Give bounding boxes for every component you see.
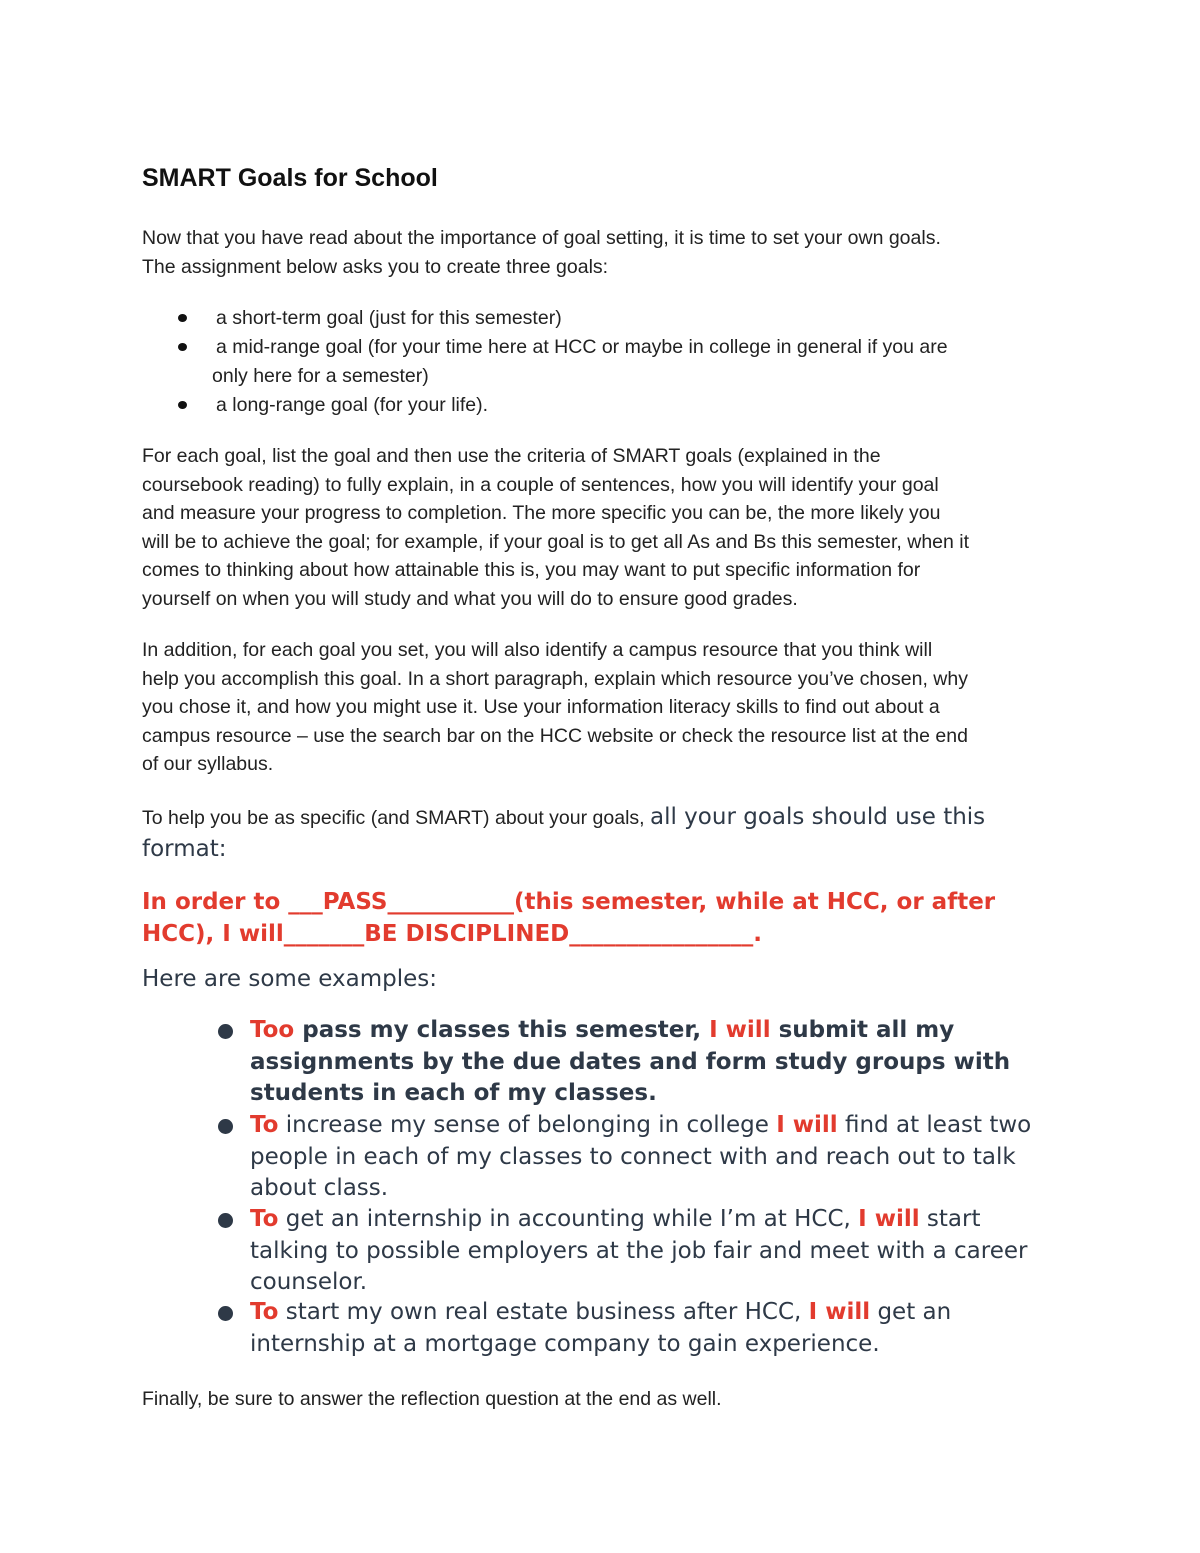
example-i-will: I will [709, 1017, 771, 1043]
format-plain-text: To help you be as specific (and SMART) about your goals, [142, 807, 650, 829]
example-lead: To [250, 1206, 279, 1232]
goal-format-template [142, 886, 1062, 950]
paragraph-line: For each goal, list the goal and then use the criteria of SMART goals (explained in the [142, 445, 881, 467]
bullet-icon [218, 1213, 233, 1228]
list-item: a mid-range goal (for your time here at HCC or maybe in college in general if you are [216, 336, 948, 358]
criteria-paragraph [142, 442, 1072, 613]
bullet-icon [178, 314, 187, 322]
example-line [250, 1204, 1070, 1236]
example-line [250, 1297, 1070, 1329]
example-text: find at least two [837, 1112, 1032, 1138]
template-line: HCC), I will_______BE DISCIPLINED________________. [142, 921, 762, 947]
paragraph-line: In addition, for each goal you set, you will also identify a campus resource that you think will [142, 639, 933, 661]
example-text: get an [870, 1299, 952, 1325]
example-item [250, 1110, 1070, 1205]
intro-line: Now that you have read about the importance of goal setting, it is time to set your own goals. [142, 227, 941, 249]
example-line [250, 1015, 1070, 1047]
bullet-icon [218, 1306, 233, 1321]
example-text: start my own real estate business after HCC, [278, 1299, 809, 1325]
example-item [250, 1015, 1070, 1110]
bullet-icon [178, 343, 187, 351]
paragraph-line: and measure your progress to completion. The more specific you can be, the more likely you [142, 502, 941, 524]
paragraph-line: help you accomplish this goal. In a short paragraph, explain which resource you’ve chosen, why [142, 667, 968, 690]
example-i-will: I will [808, 1299, 871, 1325]
example-line: counselor. [250, 1269, 368, 1295]
paragraph-line: Finally, be sure to answer the reflection question at the end as well. [142, 1388, 722, 1410]
paragraph-line: coursebook reading) to fully explain, in a couple of sentences, how you will identify your goal [142, 473, 939, 496]
closing-paragraph [142, 1385, 1072, 1414]
paragraph-line: you chose it, and how you might use it. Use your information literacy skills to find out about a [142, 696, 940, 718]
format-emphasis: all your goals should use this [650, 804, 986, 830]
example-line: students in each of my classes. [250, 1080, 657, 1106]
example-i-will: I will [776, 1112, 838, 1138]
example-text: pass my classes this semester, [294, 1017, 710, 1043]
example-line [250, 1110, 1070, 1142]
format-line [142, 802, 1072, 834]
paragraph-line: will be to achieve the goal; for example, if your goal is to get all As and Bs this semester, when it [142, 530, 970, 553]
paragraph-line: yourself on when you will study and what you will do to ensure good grades. [142, 587, 798, 610]
example-lead: To [250, 1112, 279, 1138]
example-lead: To [250, 1299, 279, 1325]
intro-paragraph [142, 224, 1072, 281]
example-text: start [919, 1206, 981, 1232]
bullet-icon [218, 1024, 233, 1039]
list-item-continuation: only here for a semester) [212, 365, 429, 387]
paragraph-line: campus resource – use the search bar on the HCC website or check the resource list at the end [142, 724, 968, 747]
example-line: assignments by the due dates and form study groups with [250, 1048, 1011, 1075]
example-lead: Too [250, 1017, 295, 1043]
list-item: a long-range goal (for your life). [216, 394, 489, 416]
paragraph-line: of our syllabus. [142, 753, 274, 775]
examples-heading: Here are some examples: [142, 966, 438, 992]
list-item: a short-term goal (just for this semester) [216, 307, 562, 329]
example-line: people in each of my classes to connect with and reach out to talk [250, 1143, 1016, 1170]
paragraph-line: comes to thinking about how attainable this is, you may want to put specific information for [142, 559, 921, 581]
format-emphasis: format: [142, 836, 227, 862]
example-line: about class. [250, 1175, 389, 1201]
bullet-icon [218, 1119, 233, 1134]
format-paragraph [142, 802, 1072, 865]
example-text: get an internship in accounting while I’m at HCC, [278, 1206, 859, 1232]
example-i-will: I will [858, 1206, 920, 1232]
example-text: submit all my [770, 1017, 955, 1043]
page-title: SMART Goals for School [142, 164, 438, 192]
template-line: In order to ___PASS___________(this semester, while at HCC, or after [142, 889, 996, 915]
example-line: internship at a mortgage company to gain experience. [250, 1330, 880, 1357]
example-text: increase my sense of belonging in college [278, 1112, 777, 1138]
example-line: talking to possible employers at the job fair and meet with a career [250, 1237, 1028, 1264]
example-item [250, 1297, 1070, 1360]
bullet-icon [178, 401, 187, 409]
example-item [250, 1204, 1070, 1299]
intro-line: The assignment below asks you to create three goals: [142, 255, 609, 278]
resource-paragraph [142, 636, 1072, 779]
